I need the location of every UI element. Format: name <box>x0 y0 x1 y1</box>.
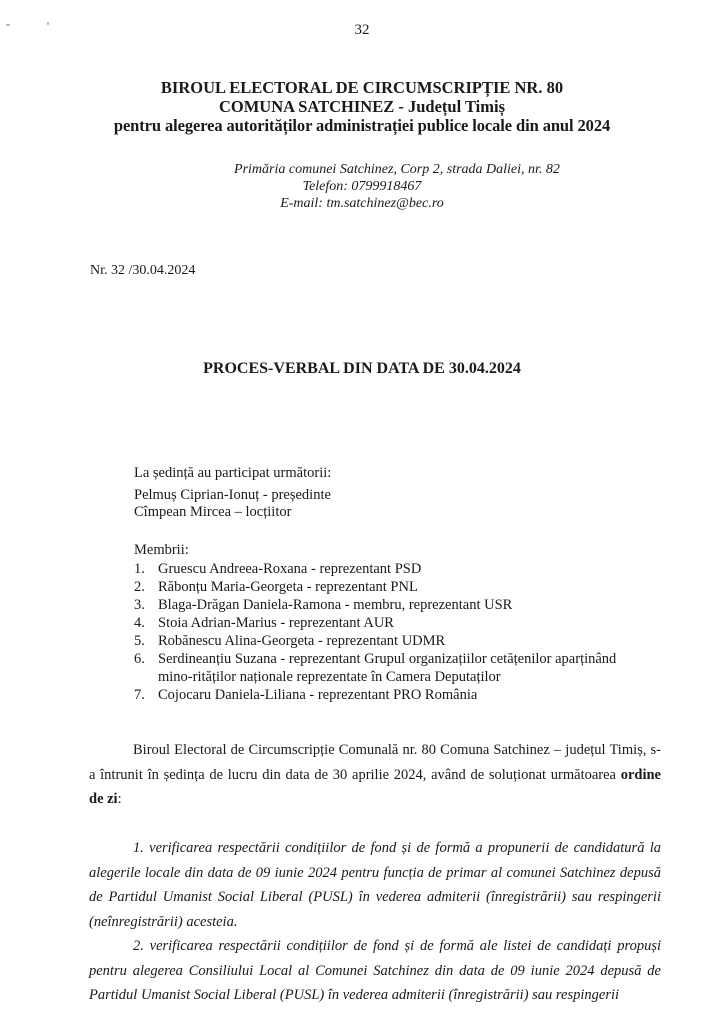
page-number: 32 <box>354 22 370 38</box>
list-item <box>134 596 648 614</box>
officers <box>134 487 331 521</box>
member-text: Robănescu Alina-Georgeta - reprezentant UDMR <box>158 633 446 649</box>
member-text: Stoia Adrian-Marius - reprezentant AUR <box>158 615 394 631</box>
address-location: Primăria comunei Satchinez, Corp 2, strada Daliei, nr. 82 <box>234 162 560 177</box>
members-label: Membrii: <box>134 542 189 558</box>
item-number: 4. <box>134 615 145 631</box>
agenda-item-1 <box>89 836 661 934</box>
agenda-item-1-text: 1. verificarea respectării condițiilor de fond și de formă a propunerii de candidatură la alegerile locale din data de 09 iunie 2024 pentru funcția de primar al comunei Satchinez depusă de Partidul Umanist Social Liberal (PUSL) în vederea admiterii (înregistrării) sau respingerii (neînregistrării) acesteia. <box>89 840 661 930</box>
member-text: Gruescu Andreea-Roxana - reprezentant PSD <box>158 561 422 577</box>
colon: : <box>117 791 122 807</box>
list-item <box>134 632 648 650</box>
meeting-paragraph <box>89 738 661 812</box>
address-email: E-mail: tm.satchinez@bec.ro <box>280 196 444 211</box>
agenda-item-2-text: 2. verificarea respectării condițiilor de fond și de formă ale listei de candidați propuși pentru alegerea Consiliului Local al Comunei Satchinez din data de 09 iunie 2024 depusă de Partidul Umanist Social Liberal (PUSL) în vederea admiterii (înregistrării) sau respingerii <box>89 938 661 1003</box>
header-line-3: pentru alegerea autorităților administrației publice locale din anul 2024 <box>113 116 611 135</box>
header-line-2: COMUNA SATCHINEZ - Județul Timiș <box>218 97 506 116</box>
member-text: Răbonțu Maria-Georgeta - reprezentant PNL <box>158 579 418 595</box>
item-number: 2. <box>134 579 145 595</box>
header-line-1: BIROUL ELECTORAL DE CIRCUMSCRIPȚIE NR. 80 <box>160 78 564 97</box>
meeting-text: Biroul Electoral de Circumscripție Comunală nr. 80 Comuna Satchinez – județul Timiș, s-a întrunit în ședința de lucru din data de 30 aprilie 2024, având de soluționat următoarea <box>89 742 661 783</box>
deputy: Cîmpean Mircea – locțiitor <box>134 504 292 520</box>
item-number: 5. <box>134 633 145 649</box>
item-number: 1. <box>134 561 145 577</box>
reference-number: Nr. 32 /30.04.2024 <box>90 263 196 278</box>
attendance-intro: La ședință au participat următorii: <box>134 465 332 481</box>
list-item <box>134 686 648 704</box>
member-text: Blaga-Drăgan Daniela-Ramona - membru, reprezentant USR <box>158 597 513 613</box>
president: Pelmuș Ciprian-Ionuț - președinte <box>134 487 331 503</box>
item-number: 6. <box>134 651 145 667</box>
item-number: 7. <box>134 687 145 703</box>
agenda-item-2 <box>89 934 661 1008</box>
members-list <box>134 560 648 704</box>
member-text: Cojocaru Daniela-Liliana - reprezentant PRO România <box>158 687 478 703</box>
list-item <box>134 614 648 632</box>
agenda-label: ordine de zi <box>89 766 661 807</box>
member-text: Serdineanțiu Suzana - reprezentant Grupul organizațiilor cetățenilor aparținând mino-rităților naționale reprezentate în Camera Deputaților <box>158 651 617 685</box>
item-number: 3. <box>134 597 145 613</box>
list-item <box>134 578 648 596</box>
list-item <box>134 650 648 686</box>
document-title: PROCES-VERBAL DIN DATA DE 30.04.2024 <box>203 360 521 377</box>
list-item <box>134 560 648 578</box>
address-phone: Telefon: 0799918467 <box>302 179 422 194</box>
